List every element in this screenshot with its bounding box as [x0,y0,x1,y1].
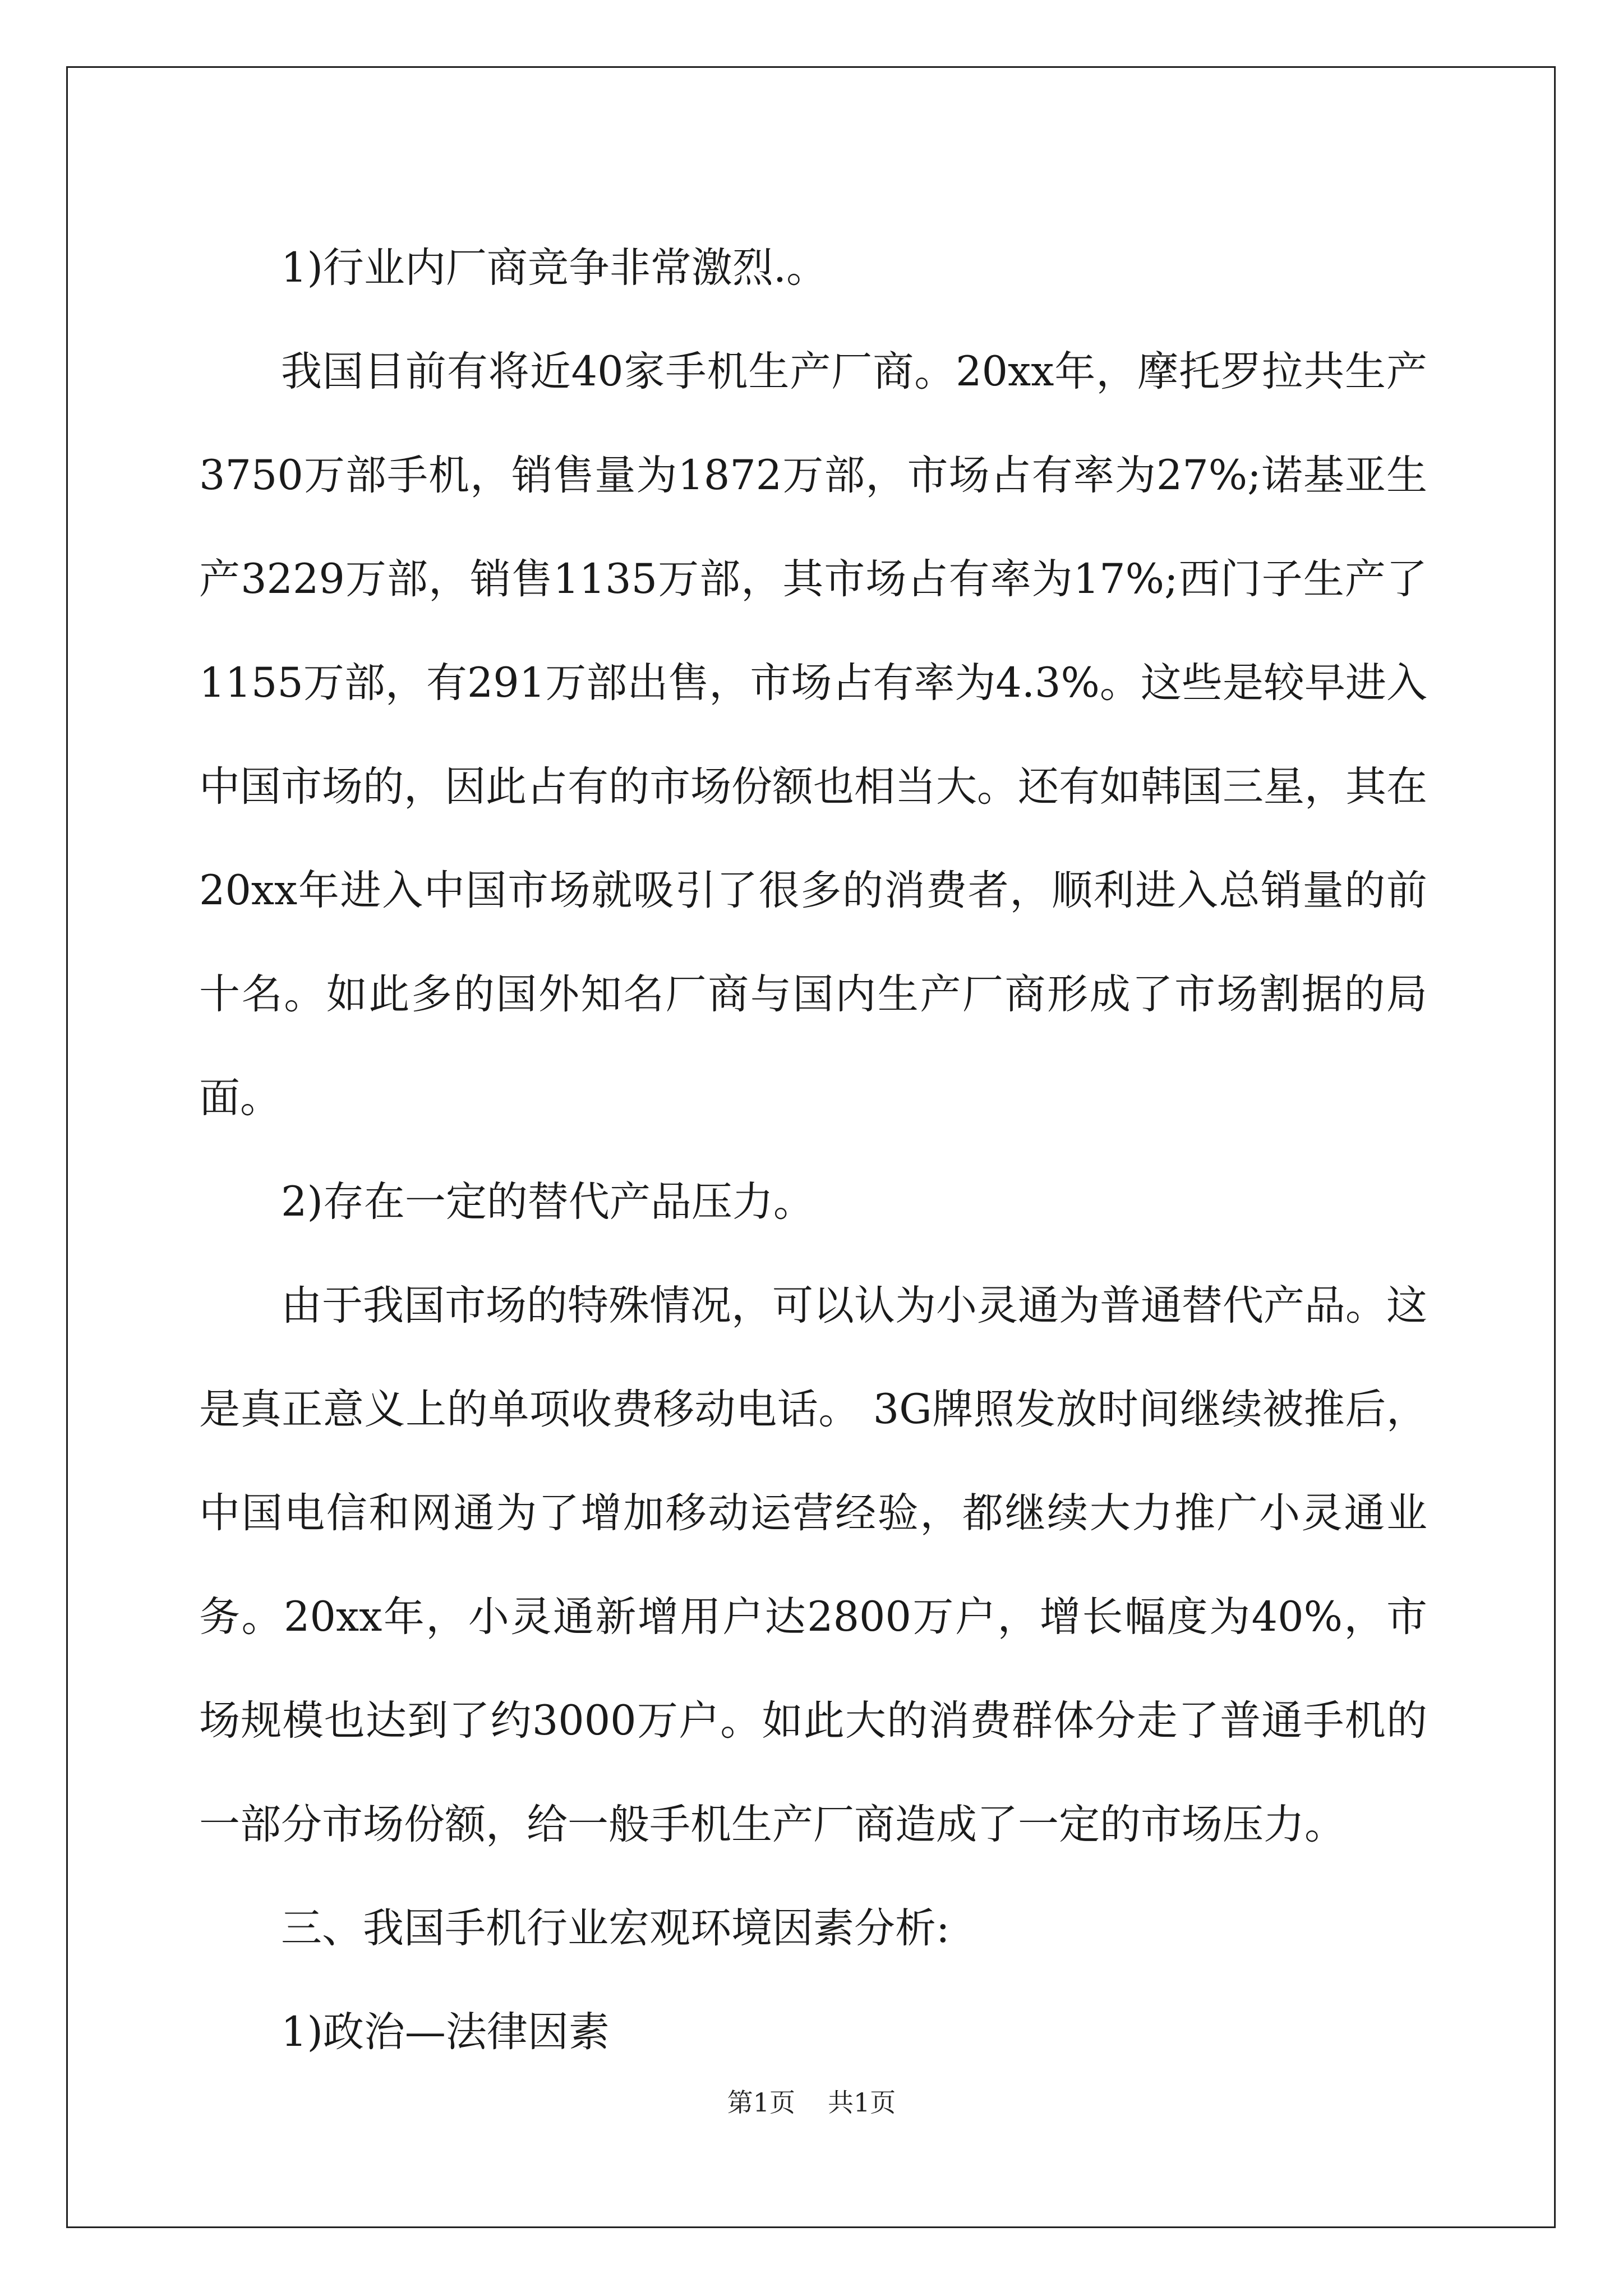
document-body [199,216,1427,2084]
page-total: 共1页 [828,2087,896,2118]
section-heading-3: 三、我国手机行业宏观环境因素分析: [281,1904,950,1952]
page-footer [0,2086,1623,2119]
paragraph-heading-political: 1)政治—法律因素 [281,2008,610,2056]
paragraph-heading-2: 2)存在一定的替代产品压力。 [281,1178,814,1226]
paragraph-competition: 我国目前有将近40家手机生产厂商。20xx年，摩托罗拉共生产3750万部手机，销售量为1872万部，市场占有率为27%;诺基亚生产3229万部，销售1135万部，其市场占有率为17%;西门子生产了1155万部，有291万部出售，市场占有率为4.3%。这些是较早进入中国市场的，因此占有的市场份额也相当大。还有如韩国三星，其在20xx年进入中国市场就吸引了很多的消费者，顺利进入总销量的前十名。如此多的国外知名厂商与国内生产厂商形成了市场割据的局面。 [199,348,1427,1122]
page-number: 第1页 [727,2087,795,2118]
paragraph-substitutes: 由于我国市场的特殊情况，可以认为小灵通为普通替代产品。这是真正意义上的单项收费移动电话。 3G牌照发放时间继续被推后，中国电信和网通为了增加移动运营经验，都继续大力推广小灵通业务。20xx年，小灵通新增用户达2800万户，增长幅度为40%，市场规模也达到了约3000万户。如此大的消费群体分走了普通手机的一部分市场份额，给一般手机生产厂商造成了一定的市场压力。 [199,1282,1427,1848]
paragraph-heading-1: 1)行业内厂商竞争非常激烈.。 [281,244,828,292]
